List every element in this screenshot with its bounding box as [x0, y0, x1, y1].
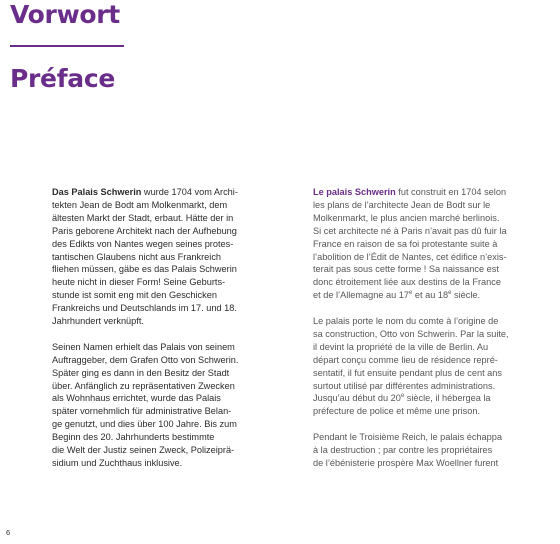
superscript: e	[409, 290, 413, 297]
text-line: sidium und Zuchthaus inklusive.	[52, 458, 183, 469]
text-run: siècle, il hébergea la	[404, 393, 491, 404]
text-line: surtout utilisé par différentes administrations.	[313, 380, 496, 391]
french-paragraph-2	[313, 315, 555, 418]
text-line: Auftraggeber, dem Grafen Otto von Schwerin.	[52, 354, 239, 365]
text-run: fut construit en 1704 selon	[395, 187, 507, 197]
text-run: wurde 1704 vom Archi-	[141, 187, 238, 197]
text-line: ge genutzt, und dies über 100 Jahre. Bis zum	[52, 419, 237, 430]
text-line: Jahrhundert verknüpft.	[52, 316, 144, 327]
lead-phrase: Le palais Schwerin	[313, 187, 396, 197]
superscript: e	[400, 393, 405, 400]
heading-divider	[10, 45, 124, 47]
french-paragraph-3	[313, 431, 555, 470]
text-line: Frankreichs und Deutschlands im 17. und 18.	[52, 303, 237, 314]
text-line: Beginn des 20. Jahrhunderts bestimmte	[52, 432, 215, 443]
text-line: sa construction, Otto von Schwerin. Par la suite,	[313, 328, 509, 339]
text-line: stunde ist somit eng mit den Geschicken	[52, 290, 217, 301]
text-line: à la destruction ; par contre les propriétaires	[313, 445, 493, 456]
text-line: heute nicht in dieser Form! Seine Geburts-	[52, 277, 226, 288]
french-text-column	[313, 186, 555, 483]
text-line: die Welt der Justiz seinen Zweck, Polizeiprä-	[52, 445, 235, 456]
text-line: über. Anfänglich zu repräsentativen Zwecken	[52, 380, 235, 391]
text-run: et de l’Allemagne au 17	[313, 290, 410, 301]
text-line: ältesten Markt der Stadt, erbaut. Hätte der in	[52, 212, 234, 223]
text-line: préfecture de police et même une prison.	[313, 406, 480, 417]
french-paragraph-1	[313, 186, 555, 302]
german-paragraph-1	[52, 186, 294, 328]
text-line: Molkenmarkt, le plus ancien marché berlinois.	[313, 212, 500, 223]
text-line: des Edikts von Nantes wegen seines protes-	[52, 238, 234, 249]
text-run: et au 18	[412, 290, 449, 301]
text-line: terait pas sous cette forme ! Sa naissance est	[313, 264, 499, 275]
text-line: départ conçu comme lieu de résidence repré-	[313, 354, 498, 365]
german-text-column	[52, 186, 294, 483]
text-line: später vornehmlich für administrative Belan-	[52, 406, 232, 417]
text-line	[52, 186, 294, 199]
text-line	[313, 186, 555, 199]
superscript: e	[448, 290, 452, 297]
text-run: siècle.	[451, 290, 481, 301]
text-line: de l’ébénisterie prospère Max Woellner furent	[313, 458, 499, 468]
text-line: France en raison de sa foi protestante suite à	[313, 238, 498, 249]
text-line: donc étroitement liée aux destins de la France	[313, 277, 501, 288]
text-line: il devint la propriété de la ville de Berlin. Au	[313, 341, 489, 352]
text-line: Später ging es dann in den Besitz der Stadt	[52, 367, 230, 378]
text-line	[313, 392, 555, 405]
text-line: l’abolition de l’Édit de Nantes, cet édifice n’exis-	[313, 251, 507, 262]
text-line: Paris geborene Architekt nach der Aufhebung	[52, 225, 237, 236]
text-line: tantischen Glaubens nicht aus Frankreich	[52, 251, 222, 262]
text-line: Pendant le Troisième Reich, le palais échappa	[313, 432, 502, 443]
text-line: tekten Jean de Bodt am Molkenmarkt, dem	[52, 199, 228, 210]
text-line: Si cet architecte né à Paris n’avait pas dû fuir la	[313, 225, 507, 236]
page-number: 6	[6, 528, 11, 537]
german-paragraph-2	[52, 341, 294, 470]
text-line: Le palais porte le nom du comte à l’origine de	[313, 316, 499, 327]
heading-german: Vorwort	[10, 0, 120, 29]
text-line	[313, 289, 555, 302]
text-line: les plans de l’architecte Jean de Bodt sur le	[313, 199, 491, 210]
text-line: fliehen müssen, gäbe es das Palais Schwerin	[52, 264, 237, 275]
lead-phrase: Das Palais Schwerin	[52, 187, 142, 197]
text-line: als Wohnhaus errichtet, wurde das Palais	[52, 393, 221, 404]
heading-french: Préface	[10, 64, 116, 93]
text-line: Seinen Namen erhielt das Palais von seinem	[52, 341, 235, 352]
text-line: sentatif, il fut ensuite pendant plus de cent ans	[313, 367, 502, 378]
text-run: Jusqu’au début du 20	[313, 393, 401, 404]
